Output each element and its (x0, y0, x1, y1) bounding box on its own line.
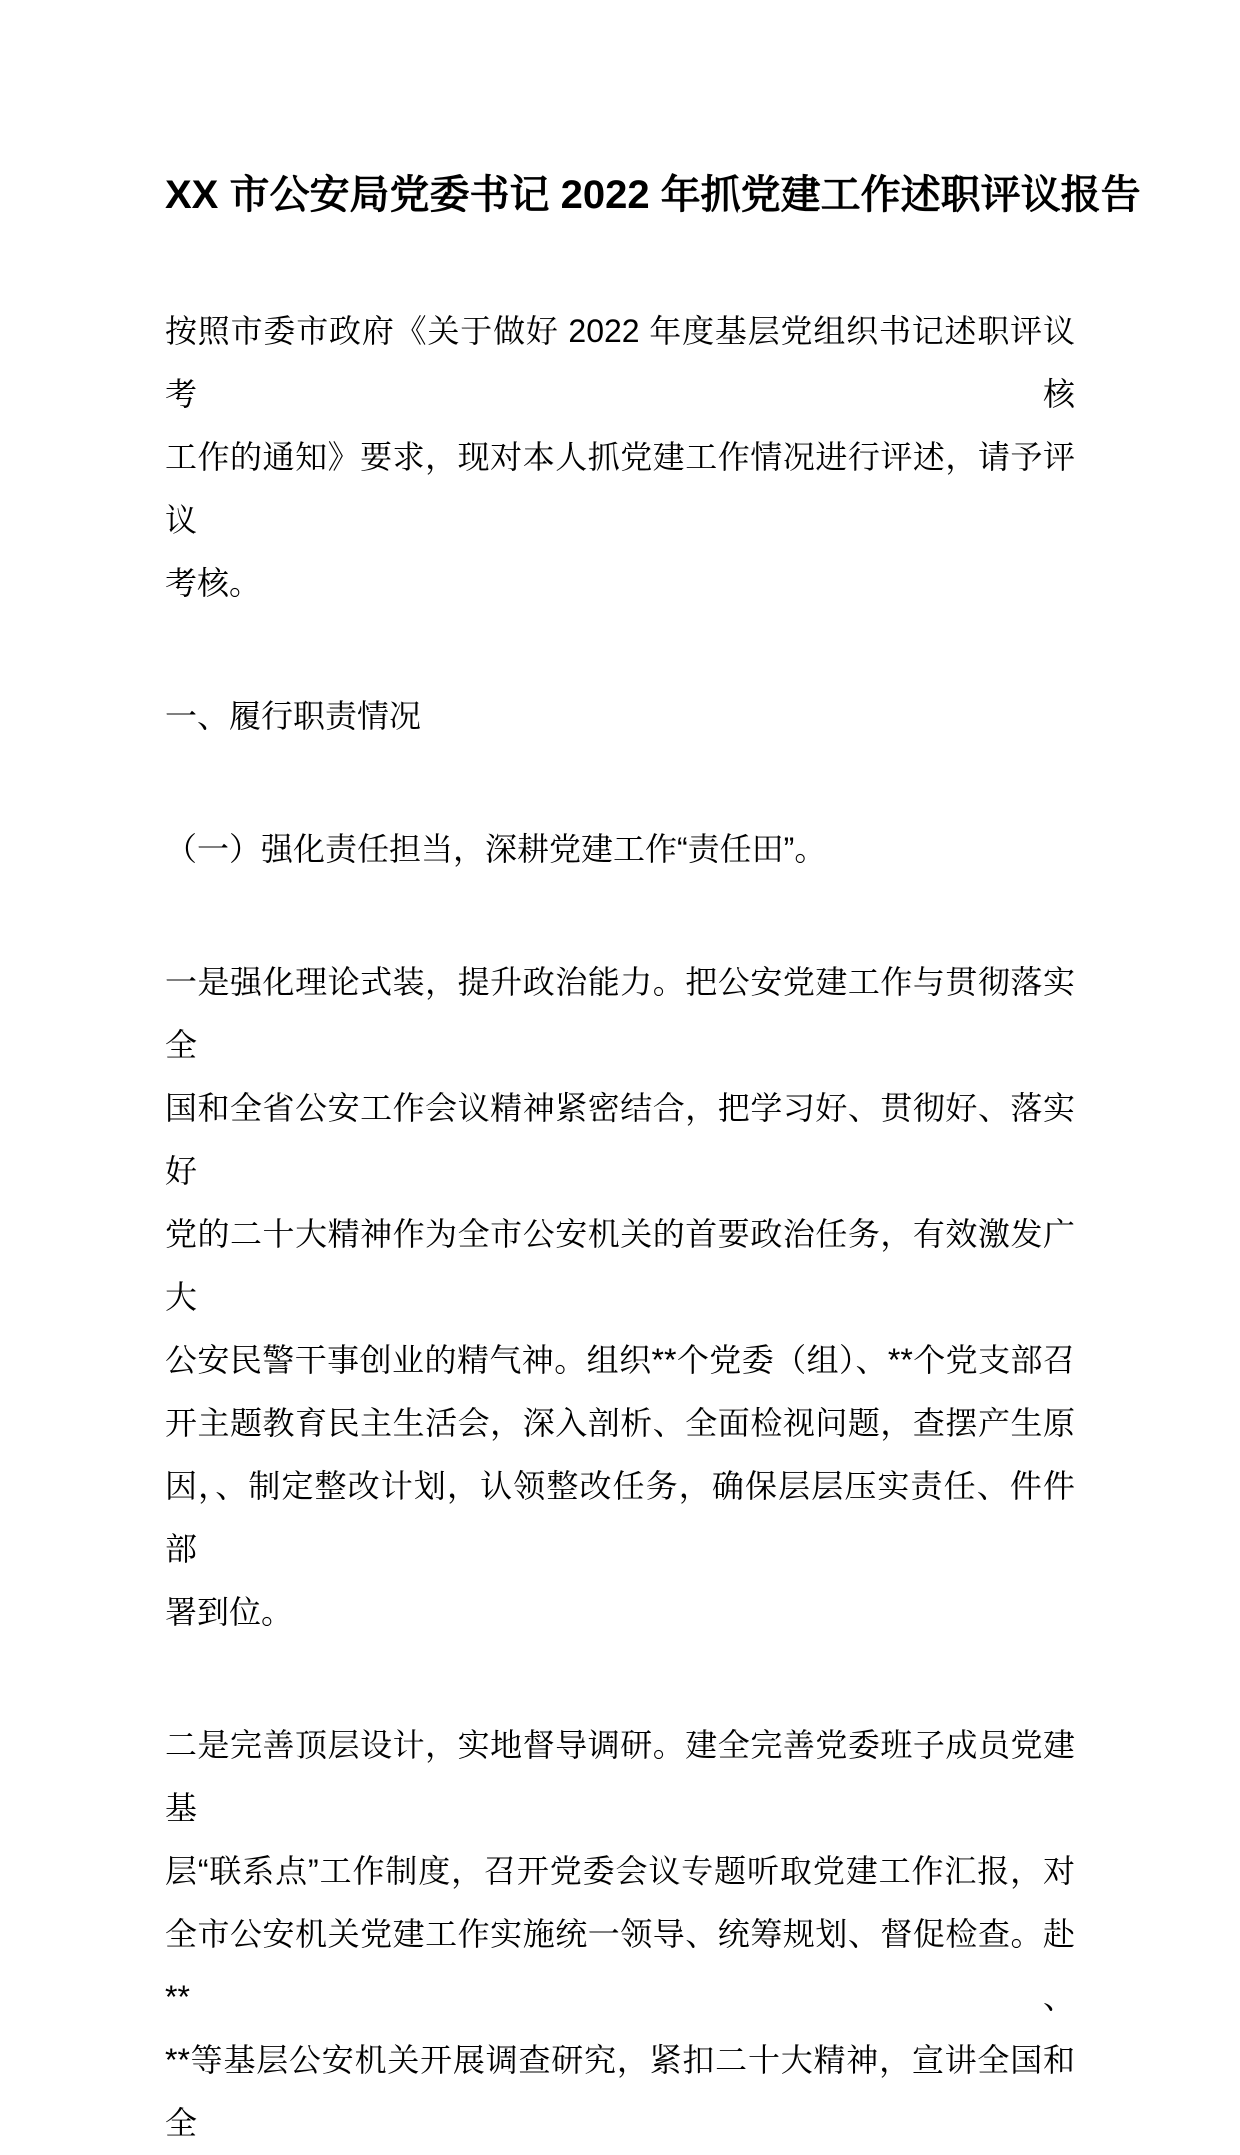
paragraph (165, 1714, 1075, 2155)
text-line: 按照市委市政府《关于做好 2022 年度基层党组织书记述职评议考核 (165, 313, 1075, 412)
text-line: **等基层公安机关开展调查研究，紧扣二十大精神，宣讲全国和全 (165, 2042, 1075, 2141)
section-heading (165, 685, 1075, 748)
text-line: 公安民警干事创业的精气神。组织**个党委（组）、**个党支部召 (165, 1342, 1075, 1378)
text-line: 二是完善顶层设计，实地督导调研。建全完善党委班子成员党建基 (165, 1727, 1075, 1826)
text-line: 一是强化理论式装，提升政治能力。把公安党建工作与贯彻落实全 (165, 964, 1075, 1063)
text-line: 国和全省公安工作会议精神紧密结合，把学习好、贯彻好、落实好 (165, 1090, 1075, 1189)
text-line: 因，、制定整改计划，认领整改任务，确保层层压实责任、件件部 (165, 1468, 1075, 1567)
text-line: 层“联系点”工作制度，召开党委会议专题听取党建工作汇报，对 (165, 1853, 1075, 1889)
text-line: 考核。 (165, 565, 262, 601)
text-line: 开主题教育民主生活会，深入剖析、全面检视问题，查摆产生原 (165, 1405, 1075, 1441)
text-line: 一、履行职责情况 (165, 698, 422, 734)
text-line: 工作的通知》要求，现对本人抓党建工作情况进行评述，请予评议 (165, 439, 1075, 538)
text-line: 党的二十大精神作为全市公安机关的首要政治任务，有效激发广大 (165, 1216, 1075, 1315)
section-heading (165, 818, 1075, 881)
text-line: 全市公安机关党建工作实施统一领导、统筹规划、督促检查。赴**、 (165, 1916, 1075, 2015)
paragraph (165, 300, 1075, 615)
text-line: （一）强化责任担当，深耕党建工作“责任田”。 (165, 831, 827, 867)
paragraph (165, 951, 1075, 1644)
document-body (165, 300, 1075, 2155)
text-line: 署到位。 (165, 1594, 294, 1630)
document-title: XX 市公安局党委书记 2022 年抓党建工作述职评议报告 (165, 173, 1141, 217)
